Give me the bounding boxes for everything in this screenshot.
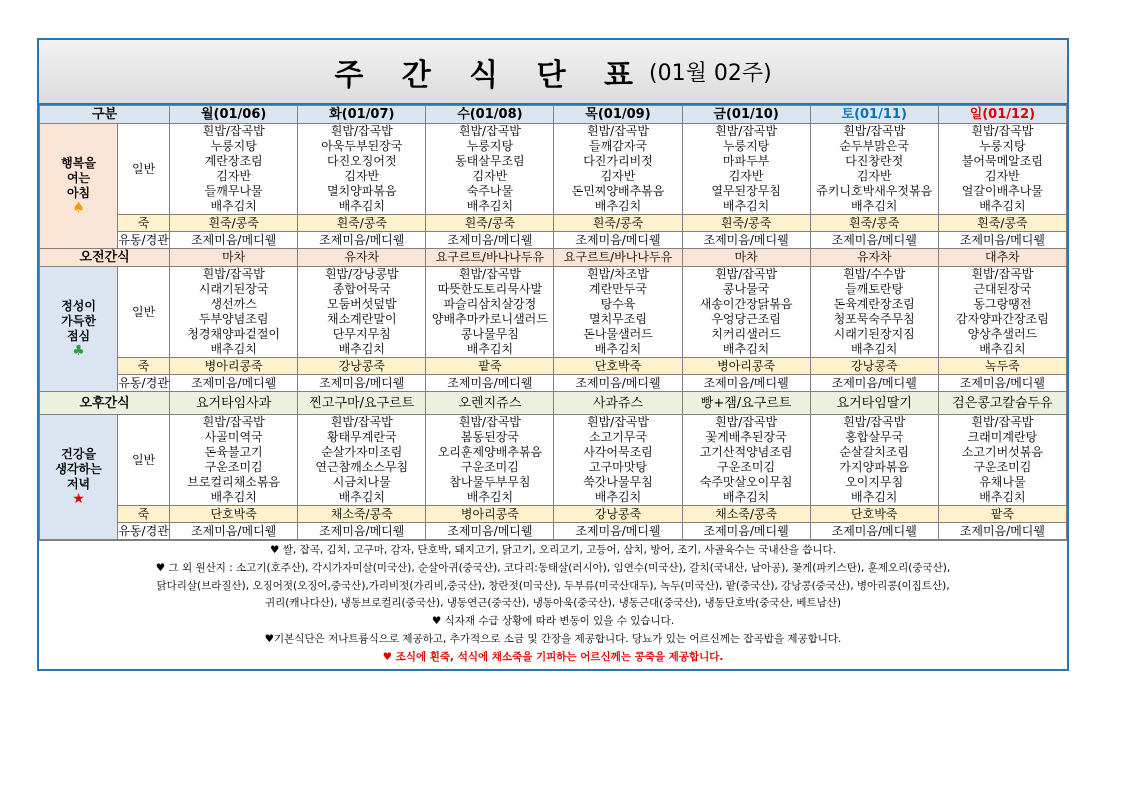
dish-item: 참나물두부무침 xyxy=(449,475,531,489)
am_snack-row xyxy=(40,249,1067,267)
porridge-cell: 병아리콩죽 xyxy=(682,358,810,375)
porridge-cell: 채소죽/콩죽 xyxy=(682,506,810,523)
meal-label-line: 건강을 xyxy=(61,447,96,461)
breakfast-label xyxy=(40,124,118,249)
porridge-cell: 흰죽/콩죽 xyxy=(170,215,298,232)
am_snack-label: 오전간식 xyxy=(40,249,170,267)
dish-item: 돈민찌양배추볶음 xyxy=(571,184,665,198)
menu-cell xyxy=(170,267,298,358)
porridge-cell: 단호박죽 xyxy=(554,358,682,375)
note-line-highlight: ♥ 조식에 흰죽, 석식에 채소죽을 기피하는 어르신께는 콩죽을 제공합니다. xyxy=(382,650,724,663)
sub-label-supplement: 유동/경관 xyxy=(118,232,169,247)
dish-item: 얼갈이배추나물 xyxy=(961,184,1043,198)
dish-item: 흰밥/잡곡밥 xyxy=(202,124,265,138)
snack-cell: 마차 xyxy=(170,249,298,267)
club-icon: ♣ xyxy=(72,343,85,359)
dish-item: 구운조미김 xyxy=(204,460,263,474)
dish-item: 배추김치 xyxy=(466,199,514,213)
dish-item: 쥬키니호박새우젓볶음 xyxy=(816,184,933,198)
dish-item: 흰밥/잡곡밥 xyxy=(586,124,649,138)
snack-cell: 요구르트/바나나두유 xyxy=(426,249,554,267)
dish-item: 따뜻한도토리묵사발 xyxy=(437,282,543,296)
dinner-porridge-row xyxy=(40,506,1067,523)
dish-item: 채소계란말이 xyxy=(326,312,397,326)
dish-item: 순살갈치조림 xyxy=(839,445,909,459)
dish-item: 배추김치 xyxy=(594,490,642,504)
supplement-cell: 조제미음/메디웰 xyxy=(426,523,554,540)
dish-item: 배추김치 xyxy=(979,490,1026,504)
supplement-cell: 조제미음/메디웰 xyxy=(682,523,810,540)
dish-item: 흰밥/잡곡밥 xyxy=(202,415,265,429)
dish-item: 흰밥/잡곡밥 xyxy=(843,415,906,429)
pm_snack-row xyxy=(40,392,1067,415)
dish-item: 청경채양파겉절이 xyxy=(187,327,281,341)
dish-item: 종합어묵국 xyxy=(332,282,391,296)
dish-item: 시래기된장국 xyxy=(198,282,269,296)
note-line: ♥기본식단은 저나트륨식으로 제공하고, 추가적으로 소금 및 간장을 제공합니다. 당뇨가 있는 어르신께는 잡곡밥을 제공합니다. xyxy=(264,632,842,645)
dish-item: 순살가자미조림 xyxy=(321,445,403,459)
dish-item: 배추김치 xyxy=(722,490,770,504)
dish-item: 황태무계란국 xyxy=(326,430,397,444)
dish-item: 흰밥/잡곡밥 xyxy=(715,415,778,429)
dish-item: 흰밥/잡곡밥 xyxy=(458,415,521,429)
dish-item: 흰밥/잡곡밥 xyxy=(458,124,521,138)
dish-item: 오이지무침 xyxy=(845,475,904,489)
dish-item: 아욱두부된장국 xyxy=(321,139,403,153)
dish-item: 고기산적양념조림 xyxy=(699,445,793,459)
supplement-cell: 조제미음/메디웰 xyxy=(554,375,682,392)
dish-item: 배추김치 xyxy=(466,490,514,504)
spade-icon: ♠ xyxy=(72,200,85,216)
note-line: 닭다리살(브라질산), 오징어젓(오징어,중국산),가리비젓(가리비,중국산), 창란젓(미국산), 두부류(미국산대두), 녹두(미국산), 팥(중국산), 강낭콩(중국산), 병아리콩(이집트산), xyxy=(156,579,950,592)
dish-item: 김자반 xyxy=(216,169,252,183)
dish-item: 누룽지탕 xyxy=(466,139,514,153)
supplement-cell: 조제미음/메디웰 xyxy=(554,523,682,540)
dish-item: 흰밥/잡곡밥 xyxy=(715,267,778,281)
star-icon: ★ xyxy=(72,491,85,507)
dish-item: 구운조미김 xyxy=(717,460,776,474)
porridge-cell: 흰죽/콩죽 xyxy=(554,215,682,232)
porridge-cell: 팥죽 xyxy=(938,506,1066,523)
dish-item: 소고기무국 xyxy=(589,430,647,444)
dish-item: 배추김치 xyxy=(466,342,514,356)
dish-item: 동태살무조림 xyxy=(455,154,525,168)
menu-cell xyxy=(938,415,1066,506)
dish-item: 배추김치 xyxy=(851,342,898,356)
dish-item: 열무된장무침 xyxy=(711,184,781,198)
porridge-cell: 단호박죽 xyxy=(810,506,938,523)
dish-item: 돈나물샐러드 xyxy=(583,327,653,341)
supplement-cell: 조제미음/메디웰 xyxy=(426,232,554,249)
supplement-cell: 조제미음/메디웰 xyxy=(170,375,298,392)
supplement-cell: 조제미음/메디웰 xyxy=(298,375,426,392)
dish-item: 흰밥/잡곡밥 xyxy=(971,124,1034,138)
dish-item: 계란장조림 xyxy=(204,154,263,168)
dish-item: 배추김치 xyxy=(594,342,642,356)
sub-label-porridge: 죽 xyxy=(118,358,170,375)
supplement-cell: 조제미음/메디웰 xyxy=(938,232,1066,249)
breakfast-porridge-row xyxy=(40,215,1067,232)
dish-item: 배추김치 xyxy=(338,342,385,356)
porridge-cell: 단호박죽 xyxy=(170,506,298,523)
dish-item: 흰밥/강낭콩밥 xyxy=(324,267,399,281)
dinner-label xyxy=(40,415,118,540)
porridge-cell: 채소죽/콩죽 xyxy=(298,506,426,523)
dish-item: 흰밥/잡곡밥 xyxy=(586,415,649,429)
snack-cell: 유자차 xyxy=(810,249,938,267)
menu-cell xyxy=(554,415,682,506)
menu-table xyxy=(39,105,1067,540)
dish-item: 배추김치 xyxy=(210,342,257,356)
dish-item: 배추김치 xyxy=(979,199,1026,213)
sub-label-supplement: 유동/경관 xyxy=(118,523,169,538)
dish-item: 김자반 xyxy=(472,169,508,183)
sub-label-general: 일반 xyxy=(118,267,170,358)
menu-cell xyxy=(298,267,426,358)
week-label: (01월 02주) xyxy=(649,61,772,86)
menu-cell xyxy=(426,415,554,506)
dish-item: 들깨토란탕 xyxy=(845,282,904,296)
dish-item: 배추김치 xyxy=(210,490,257,504)
sub-label-supplement: 유동/경관 xyxy=(118,375,169,390)
supplement-cell: 조제미음/메디웰 xyxy=(810,523,938,540)
dish-item: 사각어묵조림 xyxy=(583,445,653,459)
note-line: ♥ 식자재 수급 상황에 따라 변동이 있을 수 있습니다. xyxy=(431,615,675,628)
supplement-cell: 조제미음/메디웰 xyxy=(426,375,554,392)
sub-label-general: 일반 xyxy=(118,124,170,215)
porridge-cell: 강낭콩죽 xyxy=(298,358,426,375)
day-header: 수(01/08) xyxy=(426,106,554,124)
porridge-cell: 흰죽/콩죽 xyxy=(298,215,426,232)
porridge-cell: 강낭콩죽 xyxy=(554,506,682,523)
day-header: 목(01/09) xyxy=(554,106,682,124)
dish-item: 오리훈제양배추볶음 xyxy=(437,445,543,459)
sub-label-porridge: 죽 xyxy=(118,215,170,232)
porridge-cell: 녹두죽 xyxy=(938,358,1066,375)
dish-item: 크래미계란탕 xyxy=(967,430,1038,444)
supplement-cell: 조제미음/메디웰 xyxy=(554,232,682,249)
dish-item: 흰밥/잡곡밥 xyxy=(971,415,1034,429)
dish-item: 콩나물무침 xyxy=(460,327,519,341)
dish-item: 치커리샐러드 xyxy=(711,327,781,341)
dish-item: 흰밥/잡곡밥 xyxy=(971,267,1034,281)
dinner-supplement-row xyxy=(40,523,1067,540)
snack-cell: 빵+잼/요구르트 xyxy=(682,392,810,415)
dish-item: 흰밥/차조밥 xyxy=(586,267,649,281)
menu-cell xyxy=(554,267,682,358)
menu-cell xyxy=(810,415,938,506)
dish-item: 배추김치 xyxy=(338,199,385,213)
dish-item: 배추김치 xyxy=(851,199,898,213)
snack-cell: 대추차 xyxy=(938,249,1066,267)
dish-item: 시래기된장지짐 xyxy=(833,327,915,341)
snack-cell: 요구르트/바나나두유 xyxy=(554,249,682,267)
lunch-supplement-row xyxy=(40,375,1067,392)
dish-item: 배추김치 xyxy=(722,342,770,356)
dish-item: 다진창란젓 xyxy=(845,154,904,168)
dish-item: 누룽지탕 xyxy=(979,139,1026,153)
weekly-menu-sheet xyxy=(37,38,1069,671)
dish-item: 흰밥/잡곡밥 xyxy=(843,124,906,138)
dish-item: 누룽지탕 xyxy=(210,139,257,153)
menu-cell xyxy=(426,124,554,215)
breakfast-general-row xyxy=(40,124,1067,215)
dish-item: 구운조미김 xyxy=(973,460,1032,474)
dish-item: 구운조미김 xyxy=(460,460,519,474)
day-header: 화(01/07) xyxy=(298,106,426,124)
dish-item: 생선까스 xyxy=(210,297,257,311)
meal-label-line: 여는 xyxy=(66,171,91,185)
dish-item: 김자반 xyxy=(984,169,1020,183)
menu-cell xyxy=(170,415,298,506)
dish-item: 가지양파볶음 xyxy=(839,460,909,474)
supplement-cell: 조제미음/메디웰 xyxy=(298,232,426,249)
dish-item: 새송이간장닭볶음 xyxy=(699,297,793,311)
supplement-cell: 조제미음/메디웰 xyxy=(298,523,426,540)
dish-item: 멸치무조림 xyxy=(589,312,647,326)
dish-item: 사골미역국 xyxy=(204,430,263,444)
porridge-cell: 흰죽/콩죽 xyxy=(426,215,554,232)
dish-item: 김자반 xyxy=(600,169,636,183)
porridge-cell: 강낭콩죽 xyxy=(810,358,938,375)
dish-item: 다진가리비젓 xyxy=(583,154,653,168)
lunch-general-row xyxy=(40,267,1067,358)
day-header: 월(01/06) xyxy=(170,106,298,124)
porridge-cell: 흰죽/콩죽 xyxy=(938,215,1066,232)
note-line: 귀리(캐나다산), 냉동브로컬리(중국산), 냉동연근(중국산), 냉동아욱(중국산), 냉동근대(중국산), 냉동단호박(중국산, 베트남산) xyxy=(264,597,842,610)
meal-label-line: 정성이 xyxy=(61,299,96,313)
dish-item: 흰밥/잡곡밥 xyxy=(330,124,393,138)
dish-item: 김자반 xyxy=(728,169,764,183)
dish-item: 양배추마카로니샐러드 xyxy=(431,312,548,326)
dish-item: 동그랑땡전 xyxy=(973,297,1032,311)
menu-cell xyxy=(938,267,1066,358)
dish-item: 고구마맛탕 xyxy=(589,460,647,474)
dish-item: 연근참깨소스무침 xyxy=(315,460,409,474)
sub-label-general: 일반 xyxy=(118,415,170,506)
dish-item: 불어묵메알조림 xyxy=(961,154,1043,168)
dish-item: 순두부맑은국 xyxy=(839,139,909,153)
supplement-cell: 조제미음/메디웰 xyxy=(810,375,938,392)
menu-cell xyxy=(298,124,426,215)
menu-body xyxy=(40,106,1067,540)
porridge-cell: 병아리콩죽 xyxy=(426,506,554,523)
dish-item: 마파두부 xyxy=(722,154,770,168)
supplement-cell: 조제미음/메디웰 xyxy=(682,232,810,249)
dish-item: 배추김치 xyxy=(851,490,898,504)
meal-label-line: 가득한 xyxy=(61,314,96,328)
dish-item: 꽃게배추된장국 xyxy=(705,430,787,444)
porridge-cell: 팥죽 xyxy=(426,358,554,375)
dish-item: 배추김치 xyxy=(338,490,385,504)
dinner-general-row xyxy=(40,415,1067,506)
dish-item: 봄동된장국 xyxy=(460,430,519,444)
menu-cell xyxy=(554,124,682,215)
dish-item: 흰밥/잡곡밥 xyxy=(202,267,265,281)
dish-item: 멸치양파볶음 xyxy=(326,184,397,198)
menu-cell xyxy=(810,267,938,358)
menu-cell xyxy=(682,267,810,358)
snack-cell: 유자차 xyxy=(298,249,426,267)
porridge-cell: 흰죽/콩죽 xyxy=(682,215,810,232)
snack-cell: 검은콩고칼슘두유 xyxy=(938,392,1066,415)
dish-item: 단무지무침 xyxy=(332,327,391,341)
menu-cell xyxy=(682,415,810,506)
supplement-cell: 조제미음/메디웰 xyxy=(682,375,810,392)
menu-cell xyxy=(810,124,938,215)
dish-item: 쑥갓나물무침 xyxy=(583,475,653,489)
dish-item: 숙주나물 xyxy=(466,184,514,198)
snack-cell: 오렌지쥬스 xyxy=(426,392,554,415)
menu-cell xyxy=(298,415,426,506)
snack-cell: 사과쥬스 xyxy=(554,392,682,415)
menu-cell xyxy=(170,124,298,215)
pm_snack-label: 오후간식 xyxy=(40,392,170,415)
dish-item: 계란만두국 xyxy=(589,282,647,296)
dish-item: 두부양념조림 xyxy=(198,312,269,326)
notes-section xyxy=(39,540,1067,669)
meal-label-line: 생각하는 xyxy=(55,462,102,476)
dish-item: 브로컬리채소볶음 xyxy=(187,475,281,489)
snack-cell: 찐고구마/요구르트 xyxy=(298,392,426,415)
dish-item: 감자양파간장조림 xyxy=(956,312,1049,326)
menu-cell xyxy=(938,124,1066,215)
meal-label-line: 점심 xyxy=(66,329,91,343)
dish-item: 홍합살무국 xyxy=(845,430,904,444)
supplement-cell: 조제미음/메디웰 xyxy=(938,375,1066,392)
snack-cell: 마차 xyxy=(682,249,810,267)
dish-item: 탕수육 xyxy=(600,297,636,311)
menu-cell xyxy=(426,267,554,358)
dish-item: 김자반 xyxy=(344,169,380,183)
sub-label-porridge: 죽 xyxy=(118,506,170,523)
page-title: 주 간 식 단 표 xyxy=(334,57,648,93)
porridge-cell: 병아리콩죽 xyxy=(170,358,298,375)
snack-cell: 요거타임딸기 xyxy=(810,392,938,415)
dish-item: 근대된장국 xyxy=(973,282,1032,296)
dish-item: 시금치나물 xyxy=(332,475,391,489)
dish-item: 소고기버섯볶음 xyxy=(961,445,1043,459)
meal-label-line: 행복을 xyxy=(61,156,96,170)
snack-cell: 요거타임사과 xyxy=(170,392,298,415)
dish-item: 다진오징어젓 xyxy=(326,154,397,168)
dish-item: 파슬리삼치살강정 xyxy=(443,297,537,311)
dish-item: 숙주맛살오이무침 xyxy=(699,475,793,489)
dish-item: 모둠버섯덮밥 xyxy=(326,297,397,311)
dish-item: 배추김치 xyxy=(979,342,1026,356)
dish-item: 들깨감자국 xyxy=(589,139,647,153)
dish-item: 우엉당근조림 xyxy=(711,312,781,326)
supplement-cell: 조제미음/메디웰 xyxy=(810,232,938,249)
porridge-cell: 흰죽/콩죽 xyxy=(810,215,938,232)
dish-item: 흰밥/잡곡밥 xyxy=(715,124,778,138)
dish-item: 배추김치 xyxy=(722,199,770,213)
dish-item: 배추김치 xyxy=(210,199,257,213)
dish-item: 돈육계란장조림 xyxy=(833,297,915,311)
dish-item: 유채나물 xyxy=(979,475,1026,489)
dish-item: 돈육불고기 xyxy=(204,445,263,459)
dish-item: 흰밥/수수밥 xyxy=(843,267,906,281)
day-header-sunday: 일(01/12) xyxy=(938,106,1066,124)
supplement-cell: 조제미음/메디웰 xyxy=(938,523,1066,540)
dish-item: 들깨무나물 xyxy=(204,184,263,198)
note-line: ♥ 쌀, 잡곡, 김치, 고구마, 감자, 단호박, 돼지고기, 닭고기, 오리고기, 고등어, 삼치, 방어, 조기, 사골육수는 국내산을 씁니다. xyxy=(270,544,836,556)
dish-item: 양상추샐러드 xyxy=(967,327,1038,341)
dish-item: 누룽지탕 xyxy=(722,139,770,153)
header-row xyxy=(40,106,1067,124)
dish-item: 흰밥/잡곡밥 xyxy=(330,415,393,429)
dish-item: 흰밥/잡곡밥 xyxy=(458,267,521,281)
dish-item: 청포묵숙주무침 xyxy=(833,312,915,326)
supplement-cell: 조제미음/메디웰 xyxy=(170,232,298,249)
dish-item: 김자반 xyxy=(856,169,892,183)
menu-cell xyxy=(682,124,810,215)
lunch-label xyxy=(40,267,118,392)
breakfast-supplement-row xyxy=(40,232,1067,249)
supplement-cell: 조제미음/메디웰 xyxy=(170,523,298,540)
meal-label-line: 저녁 xyxy=(66,477,91,491)
title-bar xyxy=(39,40,1067,105)
dish-item: 배추김치 xyxy=(594,199,642,213)
note-line: ♥ 그 외 원산지 : 소고기(호주산), 각시가자미살(미국산), 순살아귀(중국산), 코다리:동태살(러시아), 임연수(미국산), 갈치(국내산, 남아공), 꽃게(파키스탄), 훈제오리(중국산), xyxy=(155,561,951,574)
lunch-porridge-row xyxy=(40,358,1067,375)
day-header: 금(01/10) xyxy=(682,106,810,124)
day-header-saturday: 토(01/11) xyxy=(810,106,938,124)
dish-item: 콩나물국 xyxy=(722,282,770,296)
header-category: 구분 xyxy=(40,106,170,124)
meal-label-line: 아침 xyxy=(66,186,91,200)
